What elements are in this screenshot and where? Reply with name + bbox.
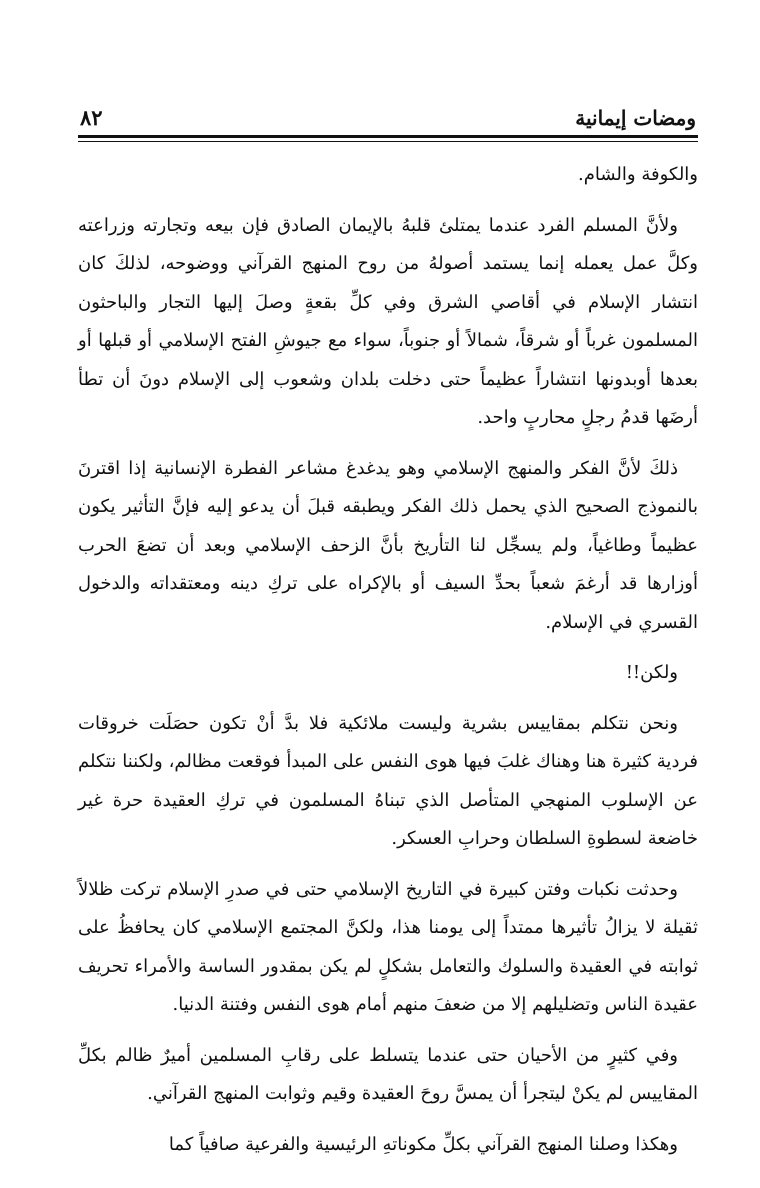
paragraph: ذلكَ لأنَّ الفكر والمنهج الإسلامي وهو يدغدغ مشاعر الفطرة الإنسانية إذا اقترنَ بالنموذج الصحيح الذي يحمل ذلك الفكر ويطبقه قبلَ أن يدعو إليه فإنَّ التأثير يكون عظيماً وطاغياً، ولم يسجِّل لنا التأريخ بأنَّ الزحف الإسلامي وبعد أن تضعَ الحرب أوزارها قد أرغمَ شعباً بحدِّ السيف أو بالإكراه على تركِ دينه ومعتقداته والدخول القسري في الإسلام.	[78, 457, 698, 633]
page-header	[78, 92, 698, 130]
paragraph: ولأنَّ المسلم الفرد عندما يمتلئ قلبهُ بالإيمان الصادق فإن بيعه وتجارته وزراعته وكلَّ عمل يعمله إنما يستمد أصولهُ من روح المنهج القرآني ووضوحه، لذلكَ كان انتشار الإسلام في أقاصي الشرق وفي كلِّ بقعةٍ وصلَ إليها التجار والباحثون المسلمون غرباً أو شرقاً، شمالاً أو جنوباً، سواء مع جيوشِ الفتح الإسلامي أو قبلها أو بعدها أوبدونها انتشاراً عظيماً حتى دخلت بلدان وشعوب إلى الإسلام دونَ أن تطأ أرضَها قدمُ رجلٍ محاربٍ واحد.	[78, 214, 698, 428]
page-number: ٨٢	[80, 105, 103, 130]
paragraph: وحدثت نكبات وفتن كبيرة في التاريخ الإسلامي حتى في صدرِ الإسلام تركت ظلالاً ثقيلة لا يزالُ تأثيرها ممتداً إلى يومنا هذا، ولكنَّ المجتمع الإسلامي كان يحافظُ على ثوابته في العقيدة والسلوك والتعامل بشكلٍ لم يكن بمقدور الساسة والأمراء تحريف عقيدة الناس وتضليلهم إلا من ضعفَ منهم أمام هوى النفس وفتنة الدنيا.	[78, 878, 698, 1015]
running-title: ومضات إيمانية	[575, 106, 696, 130]
header-rule-thin	[78, 141, 698, 142]
paragraph: ونحن نتكلم بمقاييس بشرية وليست ملائكية فلا بدَّ أنْ تكون حصَلَت خروقات فردية كثيرة هنا وهناك غلبَ فيها هوى النفس على المبدأ فوقعت مظالم، ولكننا نتكلم عن الإسلوب المنهجي المتأصل الذي تبناهُ المسلمون في تركِ العقيدة حرة غير خاضعة لسطوةِ السلطان وحرابِ العسكر.	[78, 712, 698, 849]
header-rule-thick	[78, 135, 698, 138]
paragraph: وفي كثيرٍ من الأحيان حتى عندما يتسلط على رقابِ المسلمين أميرٌ ظالم بكلِّ المقاييس لم يكنْ ليتجرأ أن يمسَّ روحَ العقيدة وقيم وثوابت المنهج القرآني.	[78, 1044, 698, 1104]
paragraph: والكوفة والشام.	[578, 164, 698, 185]
body-text	[78, 156, 698, 1164]
paragraph: وهكذا وصلنا المنهج القرآني بكلِّ مكوناتهِ الرئيسية والفرعية صافياً كما	[168, 1133, 678, 1155]
book-page	[78, 92, 698, 1176]
paragraph: ولكن!!	[625, 662, 678, 683]
